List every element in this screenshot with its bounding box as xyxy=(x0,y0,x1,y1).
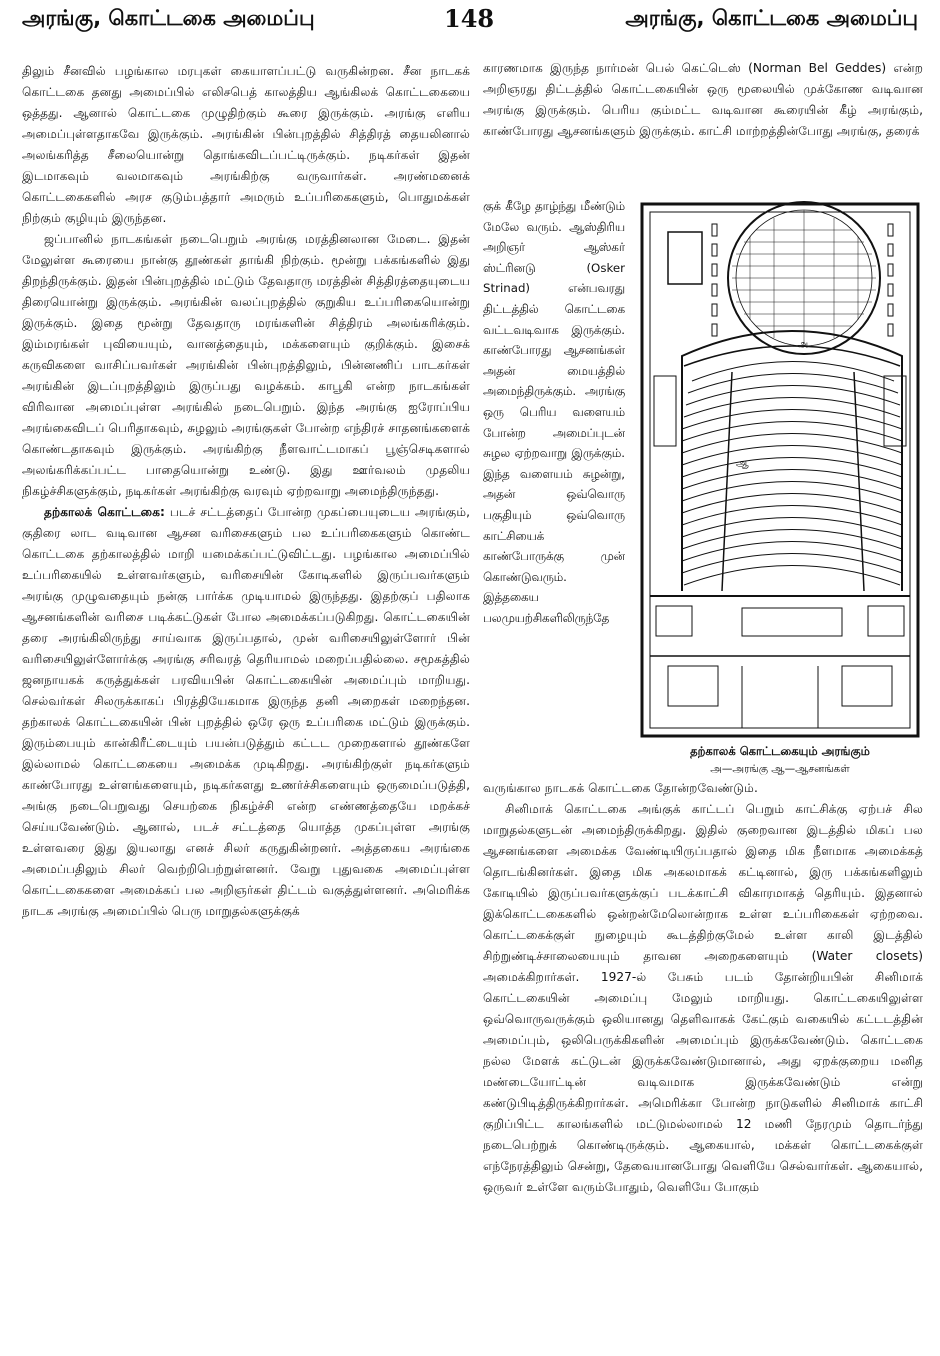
figure-caption-legend: அ—அரங்கு ஆ—ஆசனங்கள் xyxy=(710,763,850,775)
paragraph-geddes-plan: காரணமாக இருந்த நார்மன் பெல் கெட்டெஸ் (Norman Bel Geddes) என்ற அறிஞரது திட்டத்தில் கொட்டகையின் ஒரு மூலையில் முக்கோண வடிவான அரங்கு இருக்கும். பெரிய கும்மட்ட வடிவான கூரையின் கீழ் அரங்கும், காண்போரது ஆசனங்களும் இருக்கும். காட்சி மாற்றத்தின்போது அரங்கு, தரைக் xyxy=(483,61,923,138)
page-number: 148 xyxy=(444,4,495,33)
left-stair xyxy=(654,376,676,446)
proscenium-line xyxy=(684,346,900,366)
seats-label: ஆ xyxy=(736,458,749,469)
theatre-floor-plan xyxy=(632,196,928,741)
entrance-right-room xyxy=(842,666,892,706)
theatre-floor-plan-figure xyxy=(632,196,928,741)
paragraph-future-theatre: வருங்கால நாடகக் கொட்டகை தோன்றவேண்டும். xyxy=(483,781,758,795)
entrance-left-room xyxy=(668,666,718,706)
right-column-top xyxy=(483,58,923,198)
paragraph-china-theatre: திலும் சீனவில் பழங்கால மரபுகள் கையாளப்பட்டு வருகின்றன. சீன நாடகக் கொட்டகை தனது அமைப்பில் எலிசபெத் காலத்திய ஆங்கிலக் கொட்டகையை ஒத்தது. ஆனால் கொட்டகை முழுதிற்கும் கூரை இருக்கும். அரங்கு எளிய அமைப்புள்ளதாகவே இருக்கும். அரங்கின் பின்புறத்தில் சித்திரத் தையலினால் அலங்கரித்த சீலையொன்று தொங்கவிடப்பட்டிருக்கும். நடிகர்கள் இதன் இடமாகவும் வலமாகவும் அரங்கிற்கு வருவார்கள். அரண்மனைக் கொட்டகைகளில் அரச குடும்பத்தார் அமரும் உப்பரிகைகளும், பொதுமக்கள் நிற்கும் குழியும் இருந்தன. xyxy=(22,64,470,225)
page-header xyxy=(0,0,940,50)
lobby-room xyxy=(742,608,842,636)
running-title-right: அரங்கு, கொட்டகை அமைப்பு xyxy=(625,6,918,30)
figure-caption xyxy=(632,742,928,778)
stage-side-room xyxy=(668,232,702,284)
right-column-narrow xyxy=(483,196,625,778)
right-column-bottom xyxy=(483,778,923,1353)
seating-rows xyxy=(682,362,902,586)
paragraph-modern-theatre xyxy=(22,502,470,922)
lobby-left-room xyxy=(656,606,692,636)
left-side-windows xyxy=(712,224,717,336)
left-column xyxy=(22,61,470,1351)
running-title-left: அரங்கு, கொட்டகை அமைப்பு xyxy=(22,6,315,30)
paragraph-strinad-plan: குக் கீழே தாழ்ந்து மீண்டும் மேலே வரும். ஆஸ்திரிய அறிஞர் ஆஸ்கர் ஸ்ட்ரினடு (Osker Strinad) என்பவரது திட்டத்தில் கொட்டகை வட்டவடிவாக இருக்கும். காண்போரது ஆசனங்கள் அதன் மையத்தில் அமைந்திருக்கும். அரங்கு ஒரு பெரிய வளையம் போன்ற அமைப்புடன் சுழல ஏற்றவாறு இருக்கும். இந்த வளையம் சுழன்று, அதன் ஒவ்வொரு பகுதியும் ஒவ்வொரு காட்சியைக் காண்போருக்கு முன் கொண்டுவரும். இத்தகைய பலமுயற்சிகளிலிருந்தே xyxy=(483,199,625,625)
paragraph-modern-theatre-body: படச் சட்டத்தைப் போன்ற முகப்பையுடைய அரங்கும், குதிரை லாட வடிவான ஆசன வரிசைகளும் பல உப்பரிகைகளும் கொண்ட கொட்டகை தற்காலத்தில் மாறி யமைக்கப்பட்டுவிட்டது. பழங்கால அமைப்பில் உப்பரிகையில் உள்ளவர்களும், வரிசையின் கோடிகளில் இருப்பவர்களும் அரங்கு முழுவதையும் நன்கு பார்க்க முடியாமல் இருந்தது. இதற்குப் பதிலாக ஆசனங்களின் வரிசை படிக்கட்டுகள் போல அமைக்கப்படுகிறது. கொட்டகையின் தரை அரங்கிலிருந்து சாய்வாக இருப்பதால், முன் வரிசையிலுள்ளோர் பின் வரிசையிலுள்ளோர்க்கு அரங்கு சரிவரத் தெரியாமல் மறைப்பதில்லை. சமூகத்தில் ஜனநாயகக் கருத்துக்கள் பரவியபின் கொட்டகையின் அமைப்பும் மாறியது. செல்வர்கள் சிலருக்காகப் பிரத்தியேகமாக இருந்த தனி அறைகள் மறைந்தன. தற்காலக் கொட்டகையின் பின் புறத்தில் ஒரே ஒரு உப்பரிகை மட்டும் இருக்கும். இரும்பையும் கான்கிரீட்டையும் பயன்படுத்தும் கட்டட முறைகளால் தூண்களே இல்லாமல் கொட்டகையை அமைக்க முடிகிறது. அரங்கிற்குள் நடிகர்களும் காண்போரது உள்ளங்களையும், நடிகர்களது உணர்ச்சிகளையும் ஒருமைப்படுத்தி, அங்கு நடைபெறுவது செயற்கை நிகழ்ச்சி என்ற எண்ணத்தையே மறக்கச் செய்யவேண்டும். ஆனால், படச் சட்டத்தை யொத்த முகப்புள்ள அரங்கு உள்ளவரை இது இயலாது எனச் சிலர் கருதுகின்றனர். அத்தகைய அரங்கை அமைப்பதிலும் சிலர் வெற்றிபெற்றுள்ளனர். வேறு புதுவகை அமைப்புள்ள கொட்டகைகளை அமைக்கப் பல அறிஞர்கள் திட்டம் வகுத்துள்ளனர். அமெரிக்க நாடக அரங்கு அமைப்பில் பெரு மாறுதல்களுக்குக் xyxy=(22,505,470,918)
paragraph-cinema-theatre: சினிமாக் கொட்டகை அங்குக் காட்டப் பெறும் காட்சிக்கு ஏற்பச் சில மாறுதல்களுடன் அமைந்திருக்கிறது. இதில் குறைவான இடத்தில் மிகப் பல ஆசனங்களை அமைக்க வேண்டியிருப்பதால் இதை மிக நீளமாக அமைக்கத் தொடங்கினர்கள். இதை மிக அகலமாகக் கட்டினால், இரு பக்கங்களிலும் கோடியில் இருப்பவர்களுக்குப் படக்காட்சி விகாரமாகத் தெரியும். இதனால் இக்கொட்டகைகளில் ஒன்றன்மேலொன்றாக உள்ள உப்பரிகைகள் ஏற்றவை. கொட்டகைக்குள் நுழையும் கூடத்திற்குமேல் உள்ள காலி இடத்தில் சிற்றுண்டிச்சாலையையும் தாவன அறைகளையும் (Water closets) அமைக்கிறார்கள். 1927-ல் பேசும் படம் தோன்றியபின் சினிமாக் கொட்டகையின் அமைப்பு மேலும் மாறியது. கொட்டகையிலுள்ள ஒவ்வொருவருக்கும் ஒலியானது தெளிவாகக் கேட்கும் வகையில் கட்டடத்தின் அமைப்பும், ஒலிபெருக்கிகளின் அமைப்பும் இருக்கவேண்டும். கொட்டகை நல்ல மேளக் கட்டுடன் இருக்கவேண்டுமானால், அது ஏறக்குறைய மனித மண்டையோட்டின் வடிவமாக இருக்கவேண்டும் என்று கண்டுபிடித்திருக்கிறார்கள். அமெரிக்கா போன்ற நாடுகளில் சினிமாக் காட்சி குறிப்பிட்ட காலங்களில் மட்டுமல்லாமல் 12 மணி நேரமும் தொடர்ந்து நடைபெற்றுக் கொண்டிருக்கும். ஆகையால், மக்கள் கொட்டகைக்குள் எந்நேரத்திலும் சென்று, தேவையானபோது வெளியே செல்வார்கள். ஆகையால், ஒருவர் உள்ளே வரும்போதும், வெளியே போகும் xyxy=(483,802,923,1194)
right-side-windows xyxy=(888,224,893,336)
section-lead-modern-theatre: தற்காலக் கொட்டகை: xyxy=(44,505,165,519)
lobby-right-room xyxy=(868,606,904,636)
figure-caption-title: தற்காலக் கொட்டகையும் அரங்கும் xyxy=(690,744,870,758)
auditorium-outline xyxy=(682,331,902,591)
paragraph-japan-theatre: ஜப்பானில் நாடகங்கள் நடைபெறும் அரங்கு மரத்தினலான மேடை. இதன் மேலுள்ள கூரையை நான்கு தூண்கள் தாங்கி நிற்கும். மூன்று பக்கங்களில் இது திறந்திருக்கும். இதன் பின்புறத்தில் மட்டும் தேவதாரு மரத்தின் சித்திரத்தையுடைய திரையொன்று இருக்கும். அரங்கின் வலப்புறத்தில் குறுகிய உப்பரிகையொன்று இருக்கும். இதை மூன்று தேவதாரு மரங்களின் சித்திரம் அலங்கரிக்கும். இம்மரங்கள் புவியையும், வானத்தையும், மக்களையும் குறிக்கும். இசைக் கருவிகளை வாசிப்பவர்கள் அரங்கின் பின்புறத்திலும், பின்னணிப் பாடகர்கள் அரங்கின் இடப்புறத்திலும் இருப்பது வழக்கம். காபூகி என்ற நாடகங்கள் விரிவான அமைப்புள்ள அரங்கில் நடைபெறும். இந்த அரங்கு ஐரோப்பிய அரங்கைவிடப் பெரிதாகவும், சுழலும் அரங்குகள் போன்ற எந்திரச் சாதனங்களைக் கொண்டதாகவும் இருக்கும். அரங்கிற்கு நீளவாட்டமாகப் பூஞ்செடிகளால் அலங்கரிக்கப்பட்ட பாதையொன்று உண்டு. இது ஊர்வலம் முதலிய நிகழ்ச்சிகளுக்கும், நடிகர்கள் அரங்கிற்கு வரவும் ஏற்றவாறு அமைந்திருந்தது. xyxy=(22,232,470,498)
stage-label: அ xyxy=(797,339,809,350)
